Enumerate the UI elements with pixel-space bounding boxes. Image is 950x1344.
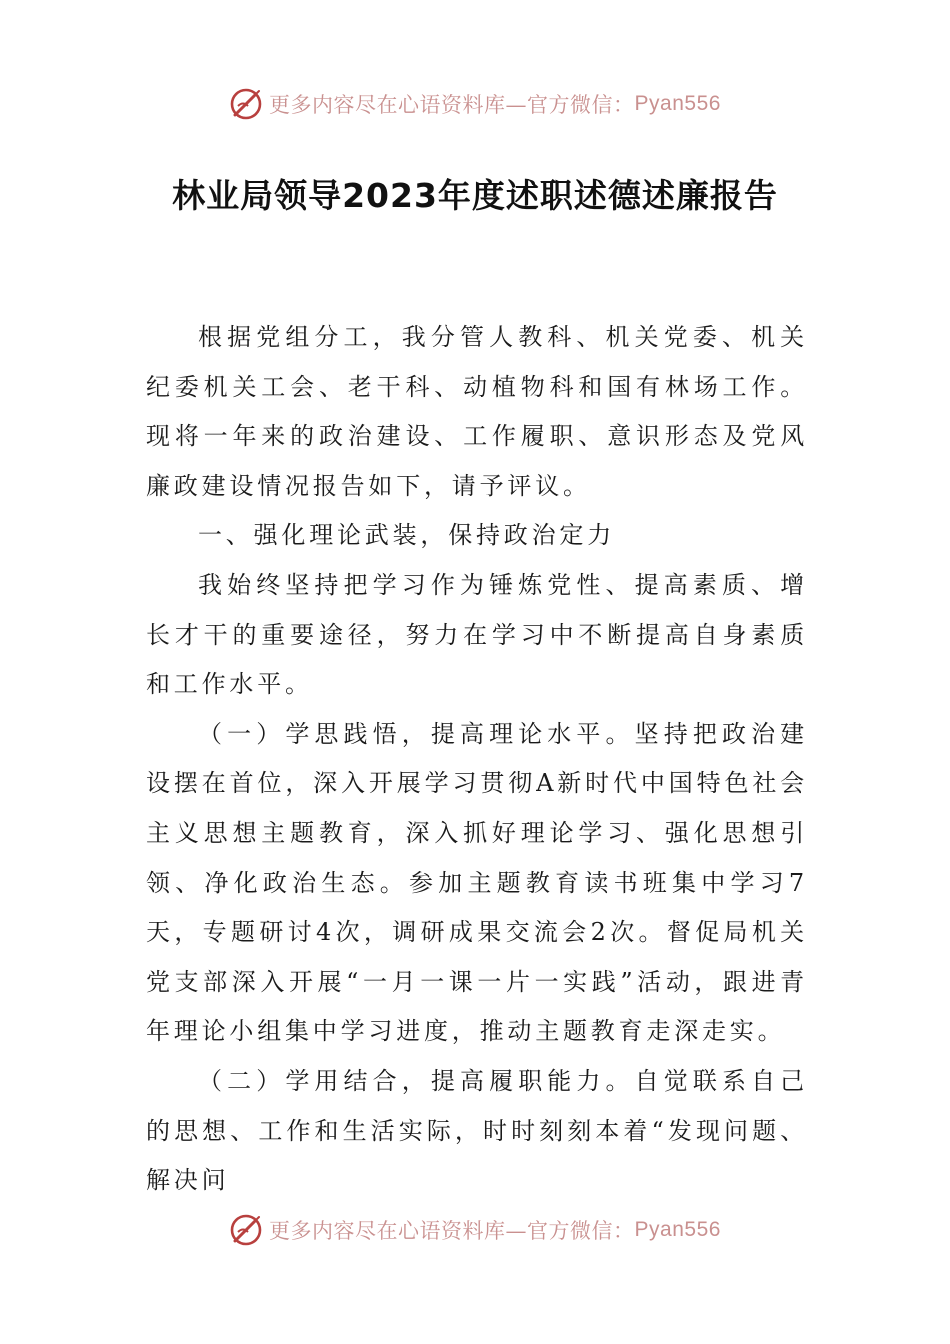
watermark-wechat-id: Pyan556 <box>634 1218 721 1241</box>
document-title: 林业局领导2023年度述职述德述廉报告 <box>172 176 778 215</box>
pen-logo-icon <box>229 87 263 121</box>
watermark-text: 更多内容尽在心语资料库—官方微信： <box>269 1219 635 1243</box>
watermark-wechat-id: Pyan556 <box>634 92 721 115</box>
pen-logo-icon <box>229 1213 263 1247</box>
paragraph-subsection-1: （一）学思践悟，提高理论水平。坚持把政治建设摆在首位，深入开展学习贯彻A新时代中国特色社会主义思想主题教育，深入抓好理论学习、强化思想引领、净化政治生态。参加主题教育读书班集中学习7天，专题研讨4次，调研成果交流会2次。督促局机关党支部深入开展“一月一课一片一实践”活动，跟进青年理论小组集中学习进度，推动主题教育走深走实。 <box>146 719 808 1046</box>
section-heading-1: 一、强化理论武装，保持政治定力 <box>198 521 615 550</box>
paragraph-subsection-2: （二）学用结合，提高履职能力。自觉联系自己的思想、工作和生活实际，时时刻刻本着“发现问题、解决问 <box>146 1066 808 1195</box>
document-body <box>146 313 808 1206</box>
watermark-text: 更多内容尽在心语资料库—官方微信： <box>269 93 635 117</box>
footer-watermark <box>0 1210 950 1250</box>
header-watermark <box>0 84 950 124</box>
paragraph-intro: 根据党组分工，我分管人教科、机关党委、机关纪委机关工会、老干科、动植物科和国有林场工作。现将一年来的政治建设、工作履职、意识形态及党风廉政建设情况报告如下，请予评议。 <box>146 323 808 500</box>
paragraph-section-1: 我始终坚持把学习作为锤炼党性、提高素质、增长才干的重要途径，努力在学习中不断提高自身素质和工作水平。 <box>146 570 808 699</box>
